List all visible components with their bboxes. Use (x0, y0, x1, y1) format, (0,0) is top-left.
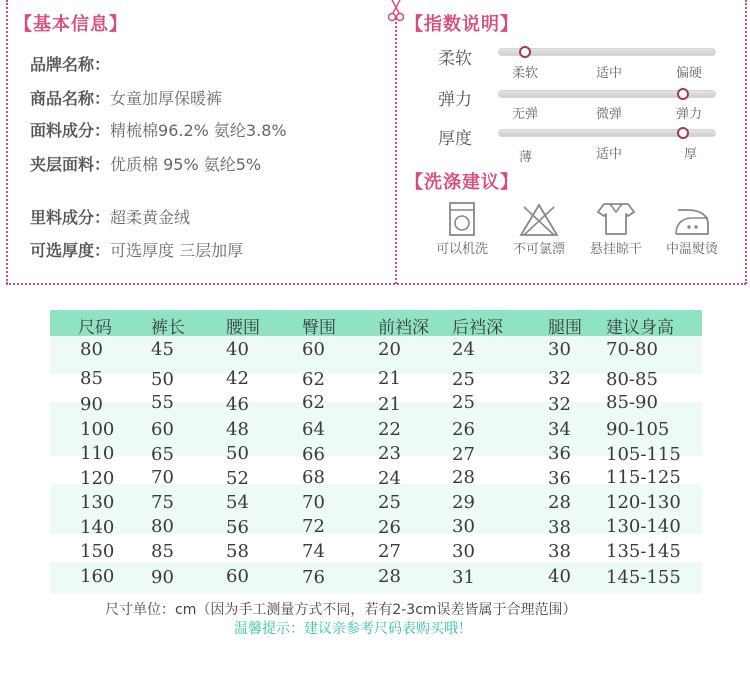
measurement-note: 尺寸单位：cm（因为手工测量方式不同，若有2-3cm误差皆属于合理范围） (105, 602, 577, 618)
table-cell-height: 115-125 (606, 467, 681, 489)
info-value: 超柔黄金绒 (110, 208, 191, 227)
table-cell-thigh: 38 (548, 517, 571, 538)
softness-knob (519, 46, 531, 58)
table-header-size: 尺码 (78, 318, 112, 338)
table-cell-length: 80 (151, 515, 174, 537)
center-divider (395, 18, 397, 284)
table-cell-waist: 60 (226, 566, 249, 587)
table-cell-height: 70-80 (606, 339, 658, 360)
table-cell-thigh: 32 (548, 368, 571, 389)
frame-right-border (745, 0, 747, 284)
info-row-interlayer (30, 152, 261, 175)
table-cell-waist: 58 (226, 541, 249, 562)
table-cell-hip: 70 (302, 492, 325, 514)
info-row-lining (30, 205, 190, 228)
table-cell-front-rise: 20 (378, 339, 401, 360)
table-cell-waist: 46 (226, 394, 249, 415)
table-cell-size: 85 (80, 368, 103, 389)
info-row-thickness-option (30, 238, 243, 261)
table-cell-size: 150 (80, 541, 115, 562)
elasticity-tick-high: 弹力 (676, 107, 703, 122)
table-cell-thigh: 34 (548, 419, 571, 440)
thickness-tick-low: 薄 (519, 150, 533, 165)
wash-label-hang-dry: 悬挂晾干 (589, 242, 642, 257)
table-cell-hip: 62 (302, 369, 325, 391)
table-cell-front-rise: 21 (378, 394, 401, 415)
iron-medium-icon (672, 204, 712, 238)
table-cell-thigh: 28 (548, 492, 571, 513)
table-cell-thigh: 40 (548, 566, 571, 587)
softness-tick-low: 柔软 (512, 66, 539, 81)
table-cell-size: 100 (80, 419, 115, 440)
table-cell-height: 105-115 (606, 443, 681, 465)
wash-label-machine: 可以机洗 (435, 242, 488, 257)
hang-dry-icon (596, 202, 636, 236)
table-cell-thigh: 36 (548, 468, 571, 489)
thickness-tick-mid: 适中 (596, 147, 623, 162)
info-row-brand (30, 52, 110, 75)
warm-tip: 温馨提示：建议亲参考尺码表购买哦！ (234, 621, 472, 637)
info-row-product (30, 86, 222, 109)
info-label: 可选厚度： (30, 241, 111, 260)
table-stripe (50, 534, 702, 562)
table-cell-front-rise: 25 (378, 492, 401, 513)
table-cell-length: 55 (151, 392, 174, 413)
table-stripe (50, 456, 702, 484)
no-bleach-icon (519, 203, 559, 237)
info-value: 优质棉 95% 氨纶5% (110, 155, 262, 174)
table-cell-length: 90 (151, 567, 174, 589)
table-cell-height: 145-155 (606, 567, 681, 589)
table-cell-front-rise: 26 (378, 517, 401, 538)
table-cell-waist: 54 (226, 492, 249, 513)
softness-tick-high: 偏硬 (676, 66, 703, 81)
table-cell-hip: 60 (302, 339, 325, 360)
table-cell-waist: 50 (226, 443, 249, 464)
table-cell-waist: 48 (226, 419, 249, 440)
wash-title: 【洗涤建议】 (405, 172, 519, 193)
table-cell-thigh: 38 (548, 541, 571, 562)
basic-info-title: 【基本信息】 (14, 14, 128, 35)
table-cell-front-rise: 28 (378, 566, 401, 587)
table-cell-size: 120 (80, 468, 115, 489)
table-cell-height: 80-85 (606, 369, 658, 391)
table-cell-waist: 40 (226, 339, 249, 360)
elasticity-tick-low: 无弹 (512, 107, 539, 122)
elasticity-knob (677, 88, 689, 100)
table-header-waist: 腰围 (226, 318, 260, 338)
table-cell-hip: 76 (302, 567, 325, 589)
info-row-fabric (30, 118, 287, 141)
info-label: 商品名称： (30, 89, 111, 108)
table-cell-back-rise: 25 (452, 369, 475, 391)
scissors-icon (388, 0, 404, 22)
table-cell-front-rise: 24 (378, 468, 401, 489)
info-label: 里料成分： (30, 208, 111, 227)
elasticity-slider (498, 90, 716, 98)
table-cell-hip: 68 (302, 467, 325, 489)
table-cell-back-rise: 27 (452, 443, 475, 465)
table-cell-size: 130 (80, 492, 115, 513)
softness-slider (498, 48, 716, 56)
index-label-thickness: 厚度 (438, 129, 472, 149)
info-value: 女童加厚保暖裤 (110, 89, 223, 108)
table-cell-front-rise: 27 (378, 541, 401, 562)
info-value: 精梳棉96.2% 氨纶3.8% (110, 121, 287, 140)
table-stripe (50, 374, 702, 402)
table-header-front-rise: 前裆深 (378, 318, 429, 338)
machine-wash-icon (442, 202, 482, 236)
info-label: 夹层面料： (30, 155, 111, 174)
table-cell-thigh: 32 (548, 394, 571, 415)
frame-bottom-border (6, 283, 746, 285)
table-header-height: 建议身高 (606, 318, 674, 338)
table-cell-back-rise: 26 (452, 419, 475, 440)
table-cell-thigh: 30 (548, 339, 571, 360)
table-cell-back-rise: 25 (452, 392, 475, 413)
elasticity-tick-mid: 微弹 (596, 107, 623, 122)
table-cell-length: 65 (151, 443, 174, 465)
table-cell-length: 45 (151, 339, 174, 360)
table-header-hip: 臀围 (302, 318, 336, 338)
table-cell-size: 110 (80, 443, 115, 464)
thickness-tick-high: 厚 (684, 147, 698, 162)
info-value: 可选厚度 三层加厚 (110, 241, 244, 260)
table-cell-hip: 62 (302, 392, 325, 413)
table-cell-length: 85 (151, 541, 174, 562)
table-cell-back-rise: 28 (452, 467, 475, 489)
table-header-back-rise: 后裆深 (452, 318, 503, 338)
table-cell-size: 160 (80, 566, 115, 587)
table-cell-waist: 56 (226, 517, 249, 538)
table-cell-height: 130-140 (606, 515, 681, 537)
table-cell-front-rise: 22 (378, 419, 401, 440)
table-cell-length: 50 (151, 369, 174, 391)
table-cell-waist: 42 (226, 368, 249, 389)
table-cell-hip: 74 (302, 541, 325, 562)
index-label-softness: 柔软 (438, 49, 472, 69)
table-cell-back-rise: 31 (452, 567, 475, 589)
table-cell-size: 90 (80, 394, 103, 415)
table-cell-size: 140 (80, 517, 115, 538)
table-cell-height: 135-145 (606, 541, 681, 562)
info-label: 品牌名称： (30, 55, 111, 74)
table-cell-hip: 66 (302, 443, 325, 465)
wash-label-iron: 中温熨烫 (665, 242, 718, 257)
table-cell-size: 80 (80, 339, 103, 360)
table-cell-height: 120-130 (606, 492, 681, 514)
frame-left-border (6, 0, 8, 284)
index-title: 【指数说明】 (405, 14, 519, 35)
table-cell-back-rise: 30 (452, 515, 475, 537)
table-header-length: 裤长 (151, 318, 185, 338)
size-table (50, 310, 702, 594)
table-header-row (50, 310, 702, 336)
table-cell-hip: 72 (302, 515, 325, 537)
thickness-knob (677, 127, 689, 139)
table-cell-back-rise: 30 (452, 541, 475, 562)
wash-label-no-bleach: 不可氯漂 (512, 242, 565, 257)
table-cell-back-rise: 24 (452, 339, 475, 360)
table-cell-height: 85-90 (606, 392, 658, 413)
table-cell-height: 90-105 (606, 419, 670, 440)
table-cell-length: 60 (151, 419, 174, 440)
table-cell-front-rise: 21 (378, 368, 401, 389)
info-label: 面料成分： (30, 121, 111, 140)
index-label-elasticity: 弹力 (438, 90, 472, 110)
table-cell-hip: 64 (302, 419, 325, 440)
table-cell-waist: 52 (226, 468, 249, 489)
table-cell-length: 70 (151, 467, 174, 489)
table-cell-back-rise: 29 (452, 492, 475, 514)
table-cell-length: 75 (151, 492, 174, 514)
softness-tick-mid: 适中 (596, 66, 623, 81)
table-header-thigh: 腿围 (548, 318, 582, 338)
thickness-slider (498, 129, 716, 137)
table-cell-thigh: 36 (548, 443, 571, 464)
table-cell-front-rise: 23 (378, 443, 401, 464)
